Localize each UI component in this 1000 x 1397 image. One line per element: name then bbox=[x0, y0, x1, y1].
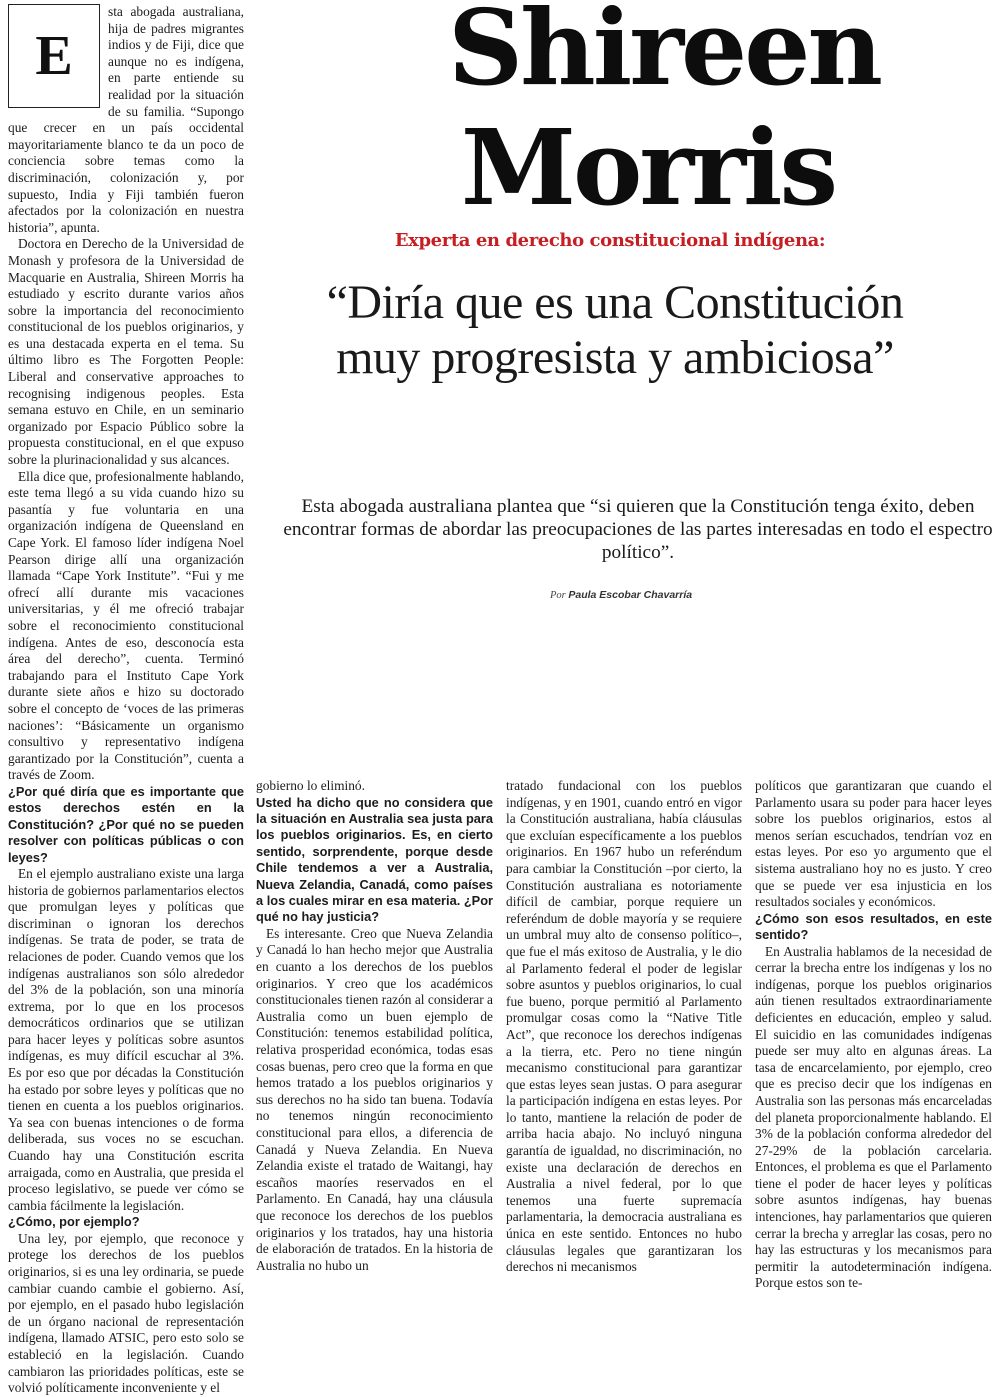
byline-prefix: Por bbox=[550, 590, 566, 601]
interview-question: ¿Cómo, por ejemplo? bbox=[8, 1214, 140, 1230]
body-paragraph: Una ley, por ejemplo, que reconoce y protege los derechos de los pueblos originarios, si es una ley ordinaria, se puede cambiar cuando cambie el gobierno. Así, por ejemplo, en el pasado hubo legislación de un órgano nacional de representación indígena, llamado ATSIC, pero esto solo se estableció en la legislación. Cuando cambiaron las prioridades políticas, este se volvió políticamente inconveniente y el bbox=[8, 1230, 244, 1396]
interview-question: ¿Por qué diría que es importante que estos derechos estén en la Constitución? ¿Por qué no se pueden resolver con políticas públicas o con leyes? bbox=[8, 783, 244, 865]
byline-author: Paula Escobar Chavarría bbox=[568, 589, 693, 601]
body-paragraph: Ella dice que, profesionalmente hablando, este tema llegó a su vida cuando hizo su pasantía y fue voluntaria en una organización indígena de Queensland en Cape York. El famoso líder indígena Noel Pearson dirige allí una organización llamada “Cape York Institute”. “Fui y me ofrecí allí durante mis vacaciones universitarias, y él me ofreció trabajar sobre el reconocimiento constitucional indígena. Antes de eso, desconocía esta área del derecho”, cuenta. Terminó trabajando para el Instituto Cape York durante siete años e hizo su doctorado sobre el concepto de ‘voces de las primeras naciones’: “Básicamente un organismo consultivo y representativo indígena garantizado por la Constitución”, cuenta a través de Zoom. bbox=[8, 468, 244, 783]
body-paragraph: sta abogada australiana, hija de padres migrantes indios y de Fiji, dice que aunque no es indígena, en parte entiende su realidad por la situación de su familia. “Supongo que crecer en un país occidental mayoritariamente blanco te da un poco de conciencia sobre temas como la discriminación, colonización y, por supuesto, India y Fiji también fueron afectados por la colonización en nuestra historia”, apunta. bbox=[8, 4, 244, 235]
body-paragraph: Es interesante. Creo que Nueva Zelandia y Canadá lo han hecho mejor que Australia en cuanto a los derechos de los pueblos originarios. Y creo que los académicos constitucionales tienen razón al considerar a Australia como un buen ejemplo de Constitución: tenemos estabilidad política, relativa prosperidad económica, todas esas cosas buenas, pero creo que la forma en que hemos tratado a los pueblos originarios y sus derechos no ha sido tan buena. Todavía no tenemos ningún reconocimiento constitucional para ellos, a diferencia de Canadá y Nueva Zelandia. En Nueva Zelandia existe el tratado de Waitangi, hay escaños maoríes reservados en el Parlamento. En Canadá, hay una cláusula que reconoce los derechos de los pueblos originarios y los tratados, hay una historia de elaboración de tratados. En la historia de Australia no hubo un bbox=[256, 925, 493, 1273]
name-line-2: Morris bbox=[460, 106, 836, 229]
body-paragraph: En el ejemplo australiano existe una larga historia de gobiernos parlamentarios electos que promulgan leyes y políticas que discriminan o ignoran los derechos indígenas. Se trata de poder, se trata de relaciones de poder. Cuando vemos que los indígenas australianos son sólo alrededor del 3% de la población, son una minoría extrema, por lo que en los procesos democráticos ordinarios que se utilizan para hacer leyes y políticas sobre asuntos indígenas, es muy difícil escuchar al 3%. Es por eso que por décadas la Constitución ha estado por sobre leyes y políticas que no tienen en cuenta a los pueblos originarios. Ya sea con buenas intenciones o de forma deliberada, sus voces no se escuchan. Cuando hay una Constitución escrita arraigada, como en Australia, que presida el proceso legislativo, se puede ver cómo se cambia fácilmente la legislación. bbox=[8, 865, 244, 1213]
name-line-1: Shireen bbox=[448, 0, 880, 109]
drop-cap: E bbox=[8, 4, 100, 108]
body-paragraph: tratado fundacional con los pueblos indígenas, y en 1901, cuando entró en vigor la Constitución australiana, había cláusulas que excluían específicamente a los pueblos originarios. En 1967 hubo un referéndum para cambiar la Constitución –por cierto, la Constitución australiana es notoriamente difícil de cambiar, porque requiere un referéndum de doble mayoría y se requiere un umbral muy alto de consenso político–, que fue el más exitoso de Australia, y le dio al Parlamento federal el poder de legislar sobre asuntos y pueblos originarios, lo cual fue bueno, porque permitió al Parlamento promulgar cosas como la “Native Title Act”, que reconoce los derechos indígenas a la tierra, etc. Pero no tiene ningún mecanismo constitucional para garantizar que estas leyes sean justas. O para asegurar la participación indígena en estas leyes. Por lo tanto, mantiene la relación de poder de arriba hacia abajo. No incluyó ninguna garantía de igualdad, no discriminación, no existe una declaración de derechos en Australia a nivel federal, por lo que tenemos una fuerte supremacía parlamentaria, la democracia australiana es única en este sentido. Entonces no hubo cláusulas legales que garantizaran los derechos ni mecanismos bbox=[506, 778, 742, 1275]
interviewee-name bbox=[448, 0, 880, 229]
body-paragraph: Doctora en Derecho de la Universidad de Monash y profesora de la Universidad de Macquarie en Australia, Shireen Morris ha estudiado y escrito durante varios años sobre la importancia del reconocimiento constitucional de los pueblos originarios, y es una destacada experta en el tema. Su último libro es The Forgotten People: Liberal and conservative approaches to recognising indigenous peoples. Esta semana estuvo en Chile, en un seminario organizado por Espacio Público sobre la propuesta constitucional, en el que expuso sobre la plurinacionalidad y sus alcances. bbox=[8, 236, 244, 468]
article-column-4 bbox=[755, 778, 992, 1292]
byline bbox=[550, 589, 692, 601]
column-1-body bbox=[8, 4, 244, 1397]
article-column-2 bbox=[256, 778, 493, 1274]
interview-question: ¿Cómo son esos resultados, en este sentido? bbox=[755, 910, 992, 943]
kicker: Experta en derecho constitucional indígena: bbox=[394, 230, 826, 251]
body-paragraph: políticos que garantizaran que cuando el Parlamento usara su poder para hacer leyes sobre los pueblos originarios, estos al menos serían escuchados, tendrían voz en estas leyes. Por eso yo argumento que el sistema australiano hoy no es justo. Y creo que se puede ver esa injusticia en los resultados sociales y económicos. bbox=[755, 778, 992, 910]
deck-summary: Esta abogada australiana plantea que “si quieren que la Constitución tenga éxito, deben encontrar formas de abordar las preocupaciones de las partes interesadas en todo el espectro político”. bbox=[283, 496, 993, 563]
body-paragraph: En Australia hablamos de la necesidad de cerrar la brecha entre los indígenas y los no indígenas, porque los pueblos originarios aún tienen resultados extraordinariamente deficientes en educación, empleo y salud. El suicidio en las comunidades indígenas puede ser muy alto en algunas áreas. La tasa de encarcelamiento, por ejemplo, creo que es preciso decir que los indígenas en Australia son las personas más encarceladas del planeta proporcionalmente hablando. El 3% de la población conforma alrededor del 27-29% de la población carcelaria. Entonces, el problema es que el Parlamento tiene el poder de hacer leyes y políticas sobre asuntos indígenas, hay buenas intenciones, hay parlamentarios que quieren cerrar la brecha y arreglar las cosas, pero no hay las estructuras y los mecanismos para permitir la autodeterminación indígena. Porque estos son te- bbox=[755, 943, 992, 1291]
body-paragraph: gobierno lo eliminó. bbox=[256, 778, 365, 793]
article-column-1 bbox=[8, 4, 244, 1397]
interview-question: Usted ha dicho que no considera que la situación en Australia sea justa para los pueblos originarios. Es, en cierto sentido, sorprendente, porque desde Chile tendemos a ver a Australia, Nueva Zelandia, Canadá, como países a los cuales mirar en esa materia. ¿Por qué no hay justicia? bbox=[256, 794, 493, 925]
headline: “Diría que es una Constitución muy progresista y ambiciosa” bbox=[326, 276, 904, 384]
article-column-3 bbox=[506, 778, 742, 1276]
